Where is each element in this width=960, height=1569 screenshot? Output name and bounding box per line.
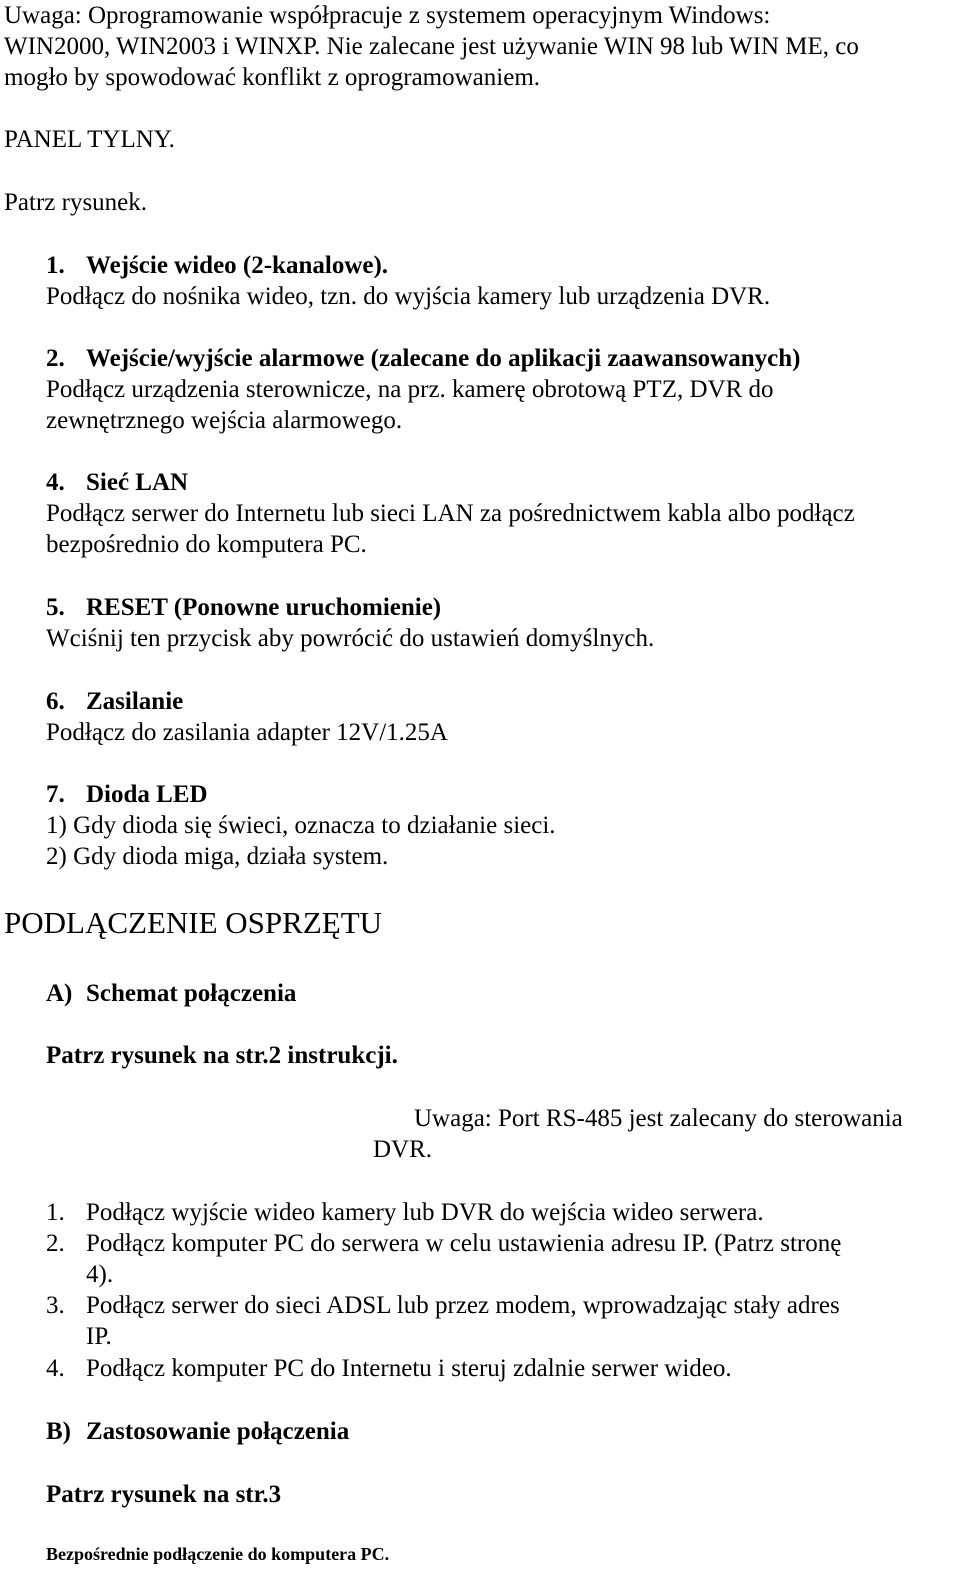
panel-title: PANEL TYLNY.: [4, 126, 175, 153]
item-2-line-1: Podłącz urządzenia sterownicze, na prz. kamerę obrotową PTZ, DVR do: [46, 376, 774, 403]
item-5-title: RESET (Ponowne uruchomienie): [86, 594, 442, 621]
sub-a-letter: A): [46, 980, 73, 1007]
see-figure: Patrz rysunek.: [4, 189, 148, 216]
step-1-line-1: Podłącz wyjście wideo kamery lub DVR do wejścia wideo serwera.: [86, 1199, 764, 1226]
step-1: [46, 1197, 764, 1229]
step-2-line-1: Podłącz komputer PC do serwera w celu ustawienia adresu IP. (Patrz stronę: [86, 1230, 842, 1257]
item-4-title: Sieć LAN: [86, 469, 189, 496]
item-5-number: 5.: [46, 594, 65, 621]
item-7-title: Dioda LED: [86, 781, 208, 808]
step-3: [46, 1290, 840, 1322]
intro-line-3: mogło by spowodować konflikt z oprogramowaniem.: [4, 64, 541, 91]
item-1-title: Wejście wideo (2-kanalowe).: [86, 252, 389, 279]
note-line-1: Uwaga: Port RS-485 jest zalecany do sterowania: [414, 1105, 903, 1132]
item-2-heading: [46, 343, 800, 375]
intro-line-2: WIN2000, WIN2003 i WINXP. Nie zalecane jest używanie WIN 98 lub WIN ME, co: [4, 33, 859, 60]
sub-b-title: Zastosowanie połączenia: [86, 1418, 350, 1445]
item-6-heading: [46, 686, 183, 718]
step-2-number: 2.: [46, 1230, 65, 1257]
step-2: [46, 1228, 841, 1260]
item-2-line-2: zewnętrznego wejścia alarmowego.: [46, 407, 403, 434]
item-7-line-2: 2) Gdy dioda miga, działa system.: [46, 843, 389, 870]
item-4-line-2: bezpośrednio do komputera PC.: [46, 531, 367, 558]
note-line-2: DVR.: [373, 1136, 433, 1163]
item-1-line-1: Podłącz do nośnika wideo, tzn. do wyjścia kamery lub urządzenia DVR.: [46, 283, 771, 310]
item-4-line-1: Podłącz serwer do Internetu lub sieci LAN za pośrednictwem kabla albo podłącz: [46, 500, 855, 527]
see-page-2: Patrz rysunek na str.2 instrukcji.: [46, 1042, 398, 1069]
step-3-line-2: IP.: [86, 1323, 112, 1350]
item-5-line-1: Wciśnij ten przycisk aby powrócić do ustawień domyślnych.: [46, 625, 655, 652]
item-6-number: 6.: [46, 688, 65, 715]
item-1-number: 1.: [46, 252, 65, 279]
section-title: PODLĄCZENIE OSPRZĘTU: [4, 905, 383, 940]
item-4-number: 4.: [46, 469, 65, 496]
item-1-heading: [46, 250, 388, 282]
step-4-number: 4.: [46, 1355, 65, 1382]
sub-a-title: Schemat połączenia: [86, 980, 297, 1007]
intro-line-1: Uwaga: Oprogramowanie współpracuje z systemem operacyjnym Windows:: [4, 2, 771, 29]
item-2-title: Wejście/wyjście alarmowe (zalecane do aplikacji zaawansowanych): [86, 345, 801, 372]
item-2-number: 2.: [46, 345, 65, 372]
step-3-line-1: Podłącz serwer do sieci ADSL lub przez modem, wprowadzając stały adres: [86, 1292, 840, 1319]
item-7-number: 7.: [46, 781, 65, 808]
item-6-title: Zasilanie: [86, 688, 184, 715]
sub-a-heading: [46, 978, 296, 1010]
item-5-heading: [46, 592, 441, 624]
step-1-number: 1.: [46, 1199, 65, 1226]
step-4: [46, 1353, 732, 1385]
item-7-heading: [46, 779, 208, 811]
step-3-number: 3.: [46, 1292, 65, 1319]
step-4-line-1: Podłącz komputer PC do Internetu i steruj zdalnie serwer wideo.: [86, 1355, 732, 1382]
step-2-line-2: 4).: [86, 1261, 114, 1288]
sub-b-letter: B): [46, 1418, 71, 1445]
sub-b-heading: [46, 1416, 349, 1448]
item-6-line-1: Podłącz do zasilania adapter 12V/1.25A: [46, 719, 448, 746]
footer-caption: Bezpośrednie podłączenie do komputera PC.: [46, 1544, 390, 1564]
item-7-line-1: 1) Gdy dioda się świeci, oznacza to działanie sieci.: [46, 812, 556, 839]
see-page-3: Patrz rysunek na str.3: [46, 1481, 282, 1508]
item-4-heading: [46, 467, 188, 499]
